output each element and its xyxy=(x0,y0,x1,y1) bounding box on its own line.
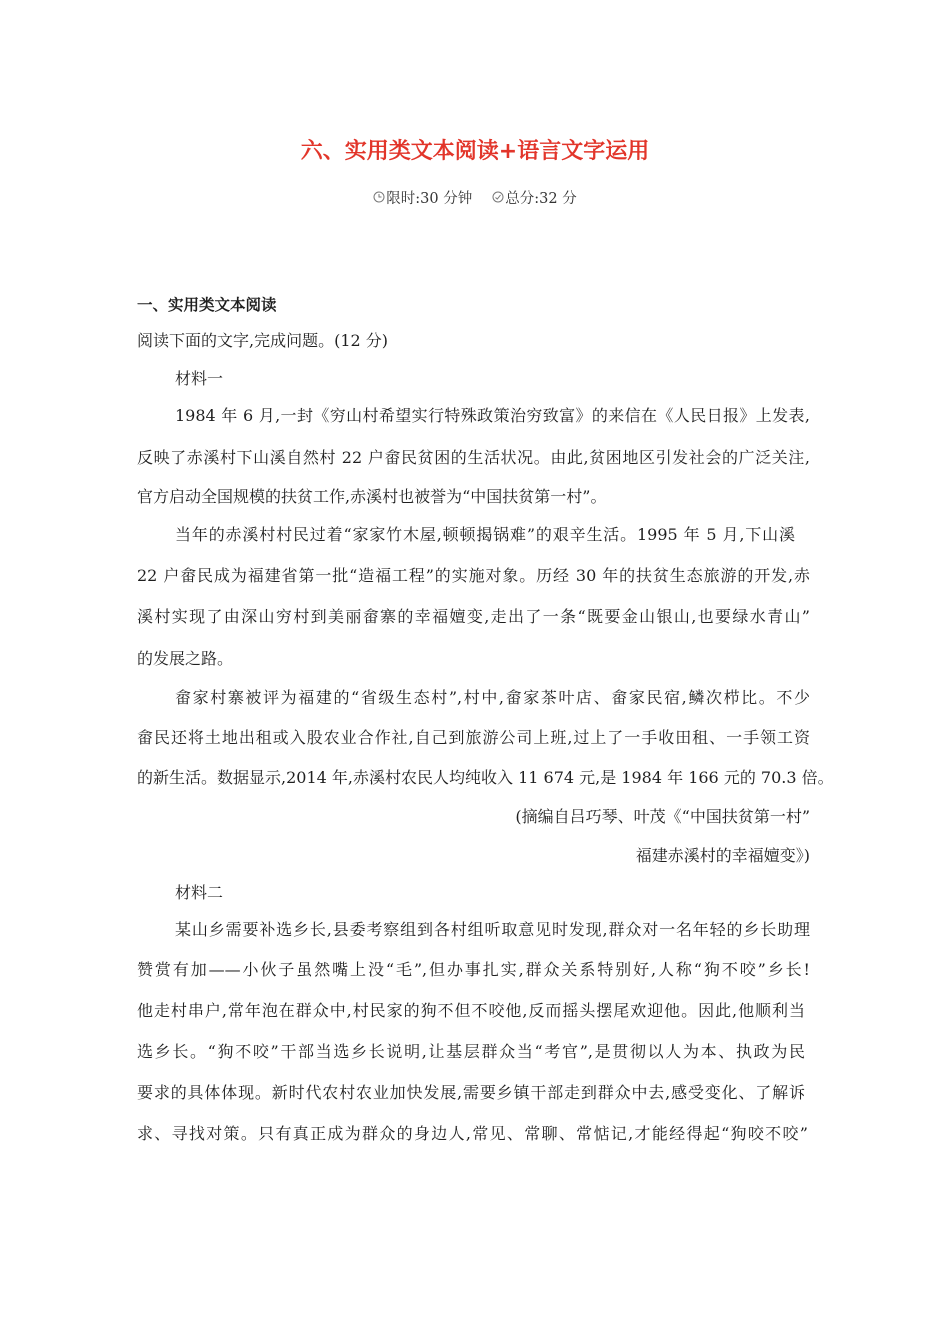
material1-source: (摘编自吕巧琴、叶茂《“中国扶贫第一村” xyxy=(515,807,810,826)
material1-label: 材料一 xyxy=(175,369,224,388)
material2-line: 要求的具体体现。新时代农村农业加快发展,需要乡镇干部走到群众中去,感受变化、了解诉 xyxy=(137,1083,805,1102)
material1-line: 的新生活。数据显示,2014 年,赤溪村农民人均纯收入 11 674 元,是 1984 年 166 元的 70.3 倍。 xyxy=(137,768,834,787)
total-score-text: 总分:32 分 xyxy=(505,190,577,207)
exam-meta xyxy=(0,187,950,207)
material2-line: 他走村串户,常年泡在群众中,村民家的狗不但不咬他,反而摇头摆尾欢迎他。因此,他顺利当 xyxy=(137,1001,805,1020)
material1-line: 畲家村寨被评为福建的“省级生态村”,村中,畲家茶叶店、畲家民宿,鳞次栉比。不少 xyxy=(175,688,810,707)
material1-line: 的发展之路。 xyxy=(137,649,234,668)
material1-line: 当年的赤溪村村民过着“家家竹木屋,顿顿揭锅难”的艰辛生活。1995 年 5 月,下山溪 xyxy=(175,525,795,544)
material1-line: 反映了赤溪村下山溪自然村 22 户畲民贫困的生活状况。由此,贫困地区引发社会的广泛关注, xyxy=(137,448,810,467)
material1-line: 22 户畲民成为福建省第一批“造福工程”的实施对象。历经 30 年的扶贫生态旅游的开发,赤 xyxy=(137,566,810,585)
instruction: 阅读下面的文字,完成问题。(12 分) xyxy=(137,331,389,350)
material1-line: 溪村实现了由深山穷村到美丽畲寨的幸福嬗变,走出了一条“既要金山银山,也要绿水青山” xyxy=(137,607,810,626)
time-limit xyxy=(373,187,472,208)
material2-line: 某山乡需要补选乡长,县委考察组到各村组听取意见时发现,群众对一名年轻的乡长助理 xyxy=(175,920,810,939)
material1-line: 1984 年 6 月,一封《穷山村希望实行特殊政策治穷致富》的来信在《人民日报》上发表, xyxy=(175,406,810,425)
material2-label: 材料二 xyxy=(175,883,224,902)
page-title: 六、实用类文本阅读+语言文字运用 xyxy=(300,139,650,164)
material2-line: 选乡长。“狗不咬”干部当选乡长说明,让基层群众当“考官”,是贯彻以人为本、执政为民 xyxy=(137,1042,805,1061)
material1-source: 福建赤溪村的幸福嬗变》) xyxy=(635,846,810,865)
time-limit-text: 限时:30 分钟 xyxy=(386,190,473,207)
material2-line: 赞赏有加——小伙子虽然嘴上没“毛”,但办事扎实,群众关系特别好,人称“狗不咬”乡长! xyxy=(137,960,810,979)
material1-line: 畲民还将土地出租或入股农业合作社,自己到旅游公司上班,过上了一手收田租、一手领工资 xyxy=(137,728,810,747)
total-score xyxy=(492,187,576,208)
material1-line: 官方启动全国规模的扶贫工作,赤溪村也被誉为“中国扶贫第一村”。 xyxy=(137,487,607,506)
section-heading: 一、实用类文本阅读 xyxy=(137,296,277,314)
material2-line: 求、寻找对策。只有真正成为群众的身边人,常见、常聊、常惦记,才能经得起“狗咬不咬” xyxy=(137,1124,808,1143)
clock-icon xyxy=(373,191,385,203)
check-circle-icon xyxy=(492,191,504,203)
